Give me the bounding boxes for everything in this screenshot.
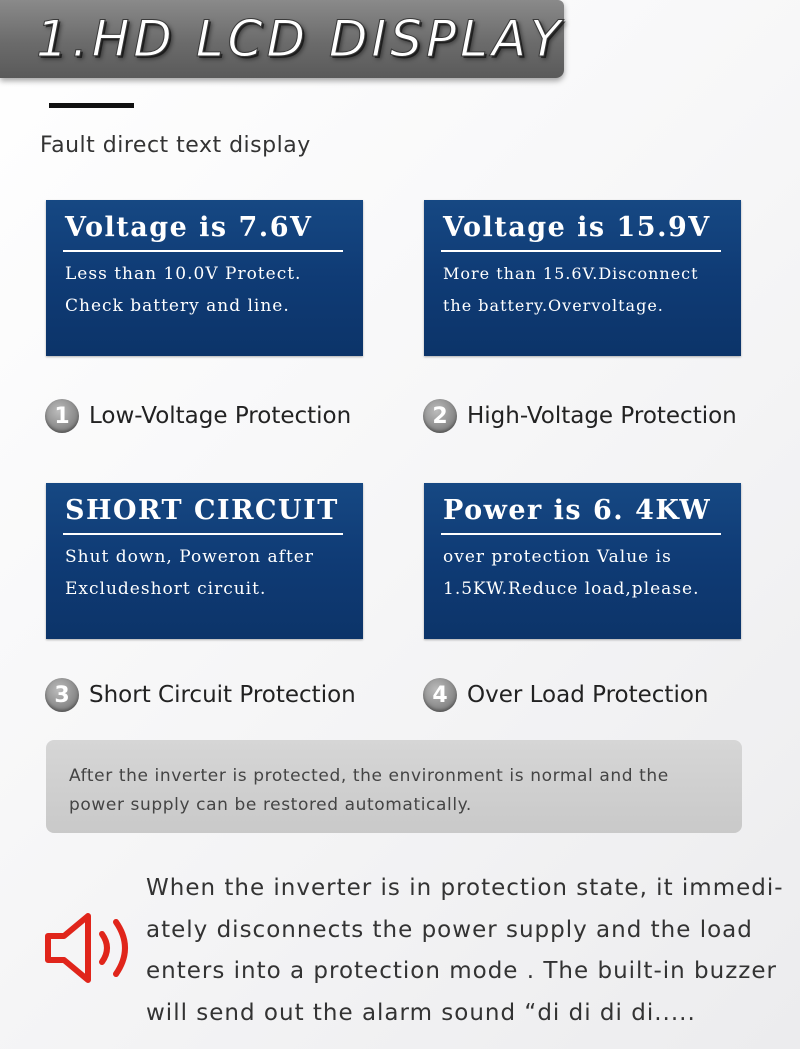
- lcd-title: SHORT CIRCUIT: [65, 495, 339, 526]
- buzzer-line: ately disconnects the power supply and the load: [146, 916, 753, 943]
- caption-low-voltage: [45, 398, 351, 434]
- lcd-title: Voltage is 7.6V: [65, 212, 313, 243]
- buzzer-description: [146, 868, 784, 1034]
- number-badge: 1: [45, 399, 79, 433]
- number-badge: 4: [423, 678, 457, 712]
- lcd-message-line: More than 15.6V.Disconnect: [443, 264, 699, 283]
- buzzer-line: When the inverter is in protection state, it immedi-: [146, 875, 784, 901]
- caption-label: Over Load Protection: [467, 682, 709, 708]
- lcd-divider: [441, 250, 721, 252]
- lcd-title: Power is 6. 4KW: [443, 495, 712, 526]
- lcd-message-line: over protection Value is: [443, 547, 672, 567]
- page-title: 1.HD LCD DISPLAY: [36, 10, 565, 68]
- title-banner: [0, 0, 564, 78]
- auto-restore-note: [46, 740, 742, 833]
- lcd-divider: [63, 533, 343, 535]
- section-subtitle: Fault direct text display: [40, 133, 311, 158]
- caption-short-circuit: [45, 677, 356, 713]
- lcd-panel-low-voltage: [46, 200, 363, 356]
- caption-over-load: [423, 677, 708, 713]
- lcd-panel-high-voltage: [424, 200, 741, 356]
- buzzer-line: will send out the alarm sound “di di di di.....: [146, 999, 696, 1026]
- accent-divider: [49, 103, 134, 108]
- caption-high-voltage: [423, 398, 737, 434]
- caption-label: Short Circuit Protection: [89, 682, 356, 708]
- lcd-message-line: 1.5KW.Reduce load,please.: [443, 579, 700, 599]
- lcd-title: Voltage is 15.9V: [443, 212, 711, 243]
- lcd-divider: [63, 250, 343, 252]
- number-badge: 2: [423, 399, 457, 433]
- lcd-divider: [441, 533, 721, 535]
- note-line: After the inverter is protected, the environment is normal and the: [69, 766, 669, 786]
- lcd-message-line: Shut down, Poweron after: [65, 547, 314, 567]
- caption-label: Low-Voltage Protection: [89, 403, 352, 429]
- note-text: [69, 762, 729, 820]
- number-badge: 3: [45, 678, 79, 712]
- lcd-panel-short-circuit: [46, 483, 363, 639]
- lcd-message-line: Check battery and line.: [65, 296, 290, 316]
- lcd-message-line: Less than 10.0V Protect.: [65, 264, 302, 284]
- lcd-panel-over-load: [424, 483, 741, 639]
- lcd-message-line: the battery.Overvoltage.: [443, 296, 664, 315]
- lcd-message-line: Excludeshort circuit.: [65, 579, 267, 599]
- speaker-icon: [44, 908, 136, 988]
- caption-label: High-Voltage Protection: [467, 403, 737, 429]
- buzzer-line: enters into a protection mode . The built-in buzzer: [146, 958, 777, 984]
- note-line: power supply can be restored automatically.: [69, 795, 472, 815]
